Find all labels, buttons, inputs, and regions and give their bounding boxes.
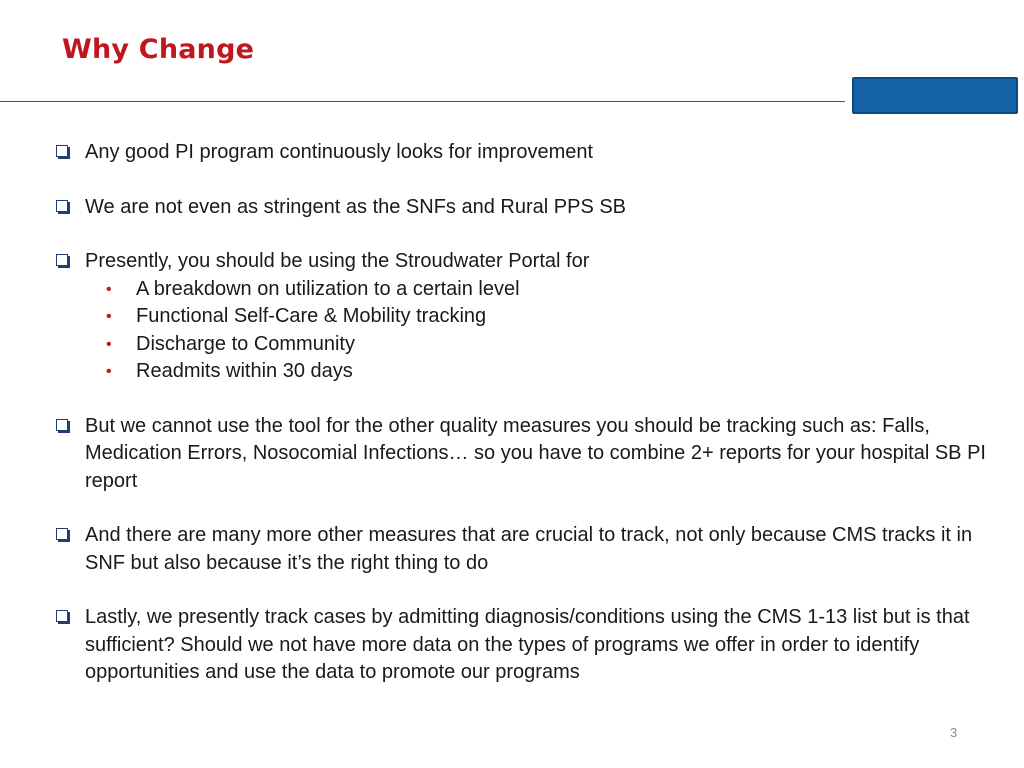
bullet-text: But we cannot use the tool for the other quality measures you should be tracking such as: Falls, Medication Errors, Nosocomial Infections… so you have to combine 2+ reports for your hospital SB PI report (85, 414, 986, 492)
checkbox-bullet-icon (56, 610, 68, 622)
sub-bullet-list (85, 276, 989, 386)
bullet-item (54, 522, 989, 577)
bullet-text: Any good PI program continuously looks for improvement (85, 141, 594, 163)
checkbox-bullet-icon (56, 254, 68, 266)
bullet-item (54, 413, 989, 496)
bullet-text: Lastly, we presently track cases by admitting diagnosis/conditions using the CMS 1-13 list but is that sufficient? Should we not have more data on the types of programs we offer in order to identify opportunities and use the data to promote our programs (85, 606, 970, 683)
sub-bullet-text: Discharge to Community (136, 332, 355, 355)
checkbox-bullet-icon (56, 200, 68, 212)
sub-bullet-item (106, 358, 989, 386)
sub-bullet-item (106, 303, 989, 331)
bullet-dot-icon: • (106, 363, 112, 380)
bullet-dot-icon: • (106, 335, 112, 353)
bullet-dot-icon: • (106, 280, 112, 298)
bullet-item (54, 194, 989, 222)
sub-bullet-text: A breakdown on utilization to a certain level (136, 277, 520, 300)
sub-bullet-item (106, 331, 989, 359)
title-divider (0, 101, 845, 102)
checkbox-bullet-icon (56, 145, 68, 157)
page-number: 3 (950, 725, 958, 740)
slide-title: Why Change (62, 34, 255, 65)
bullet-item (54, 604, 989, 687)
checkbox-bullet-icon (56, 419, 68, 431)
bullet-text: Presently, you should be using the Stroudwater Portal for (85, 250, 590, 272)
checkbox-bullet-icon (56, 528, 68, 540)
bullet-item (54, 139, 989, 167)
bullet-text: And there are many more other measures that are crucial to track, not only because CMS tracks it in SNF but also because it’s the right thing to do (85, 524, 973, 574)
sub-bullet-text: Functional Self-Care & Mobility tracking (136, 305, 487, 327)
bullet-item (54, 248, 989, 386)
sub-bullet-item (106, 276, 989, 304)
bullet-text: We are not even as stringent as the SNFs and Rural PPS SB (85, 195, 627, 218)
bullet-dot-icon: • (106, 308, 112, 325)
bullet-list (54, 139, 989, 714)
sub-bullet-text: Readmits within 30 days (136, 360, 353, 382)
header-accent-box (852, 77, 1018, 114)
